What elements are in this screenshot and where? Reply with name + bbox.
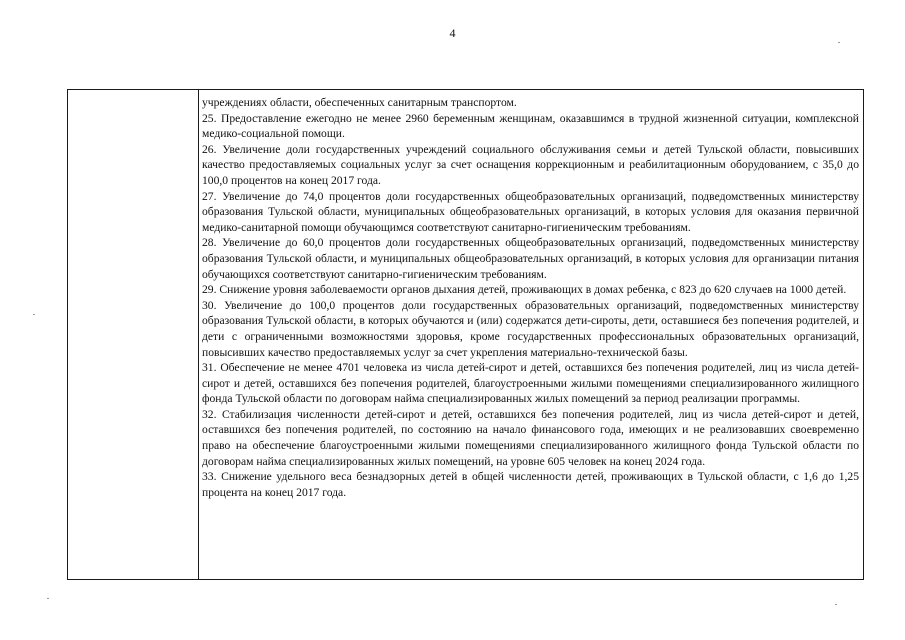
indicator-item-24-end: учреждениях области, обеспеченных санитарным транспортом. xyxy=(202,96,517,109)
indicator-item-28: 28. Увеличение до 60,0 процентов доли государственных общеобразовательных организаций, подведомственных министерству образования Тульской области, и муниципальных общеобразовательных организаций, в которых условия для организации питания обучающихся соответствуют санитарно-гигиеническим требованиям. xyxy=(202,236,859,281)
indicator-item-32: 32. Стабилизация численности детей-сирот и детей, оставшихся без попечения родителей, лиц из числа детей-сирот и детей, оставшихся без попечения родителей, по состоянию на начало финансового года, имеющих и не реализовавших своевременно право на обеспечение благоустроенными жилыми помещениями специализированного жилищного фонда Тульской области по договорам найма специализированных жилых помещений, на уровне 605 человек на конец 2024 года. xyxy=(202,407,859,468)
column-divider xyxy=(198,90,199,579)
indicators-cell xyxy=(202,95,859,579)
indicator-item-33: 33. Снижение удельного веса безнадзорных детей в общей численности детей, проживающих в Тульской области, с 1,6 до 1,25 процента на конец 2017 года. xyxy=(202,470,859,499)
page-number: 4 xyxy=(449,26,456,40)
indicator-item-26: 26. Увеличение доли государственных учреждений социального обслуживания семьи и детей Тульской области, повысивших качество предоставляемых социальных услуг за счет оснащения коррекционным и реабилитационным оборудованием, с 35,0 до 100,0 процентов на конец 2017 года. xyxy=(202,142,859,187)
indicator-item-30: 30. Увеличение до 100,0 процентов доли государственных образовательных организаций, подведомственных министерству образования Тульской области, в которых обучаются и (или) содержатся дети-сироты, дети, оставшиеся без попечения родителей, и дети с ограниченными возможностями здоровья, кроме государственных профессиональных образовательных организаций, повысивших качество предоставляемых услуг за счет укрепления материально-технической базы. xyxy=(202,298,859,359)
scan-speck xyxy=(835,604,837,605)
scan-speck xyxy=(33,314,35,315)
document-table xyxy=(67,89,864,580)
indicator-item-29: 29. Снижение уровня заболеваемости органов дыхания детей, проживающих в домах ребенка, с 823 до 620 случаев на 1000 детей. xyxy=(202,283,847,297)
indicator-item-31: 31. Обеспечение не менее 4701 человека из числа детей-сирот и детей, оставшихся без попечения родителей, лиц из числа детей-сирот и детей, оставшихся без попечения родителей, благоустроенными жилыми помещениями специализированного жилищного фонда Тульской области по договорам найма специализированных жилых помещений за период реализации программы. xyxy=(202,361,859,406)
scan-speck xyxy=(47,598,49,599)
indicator-item-27: 27. Увеличение до 74,0 процентов доли государственных общеобразовательных организаций, подведомственных министерству образования Тульской области, муниципальных общеобразовательных организаций, в которых условия для оказания первичной медико-санитарной помощи обучающимся соответствуют санитарно-гигиеническим требованиям. xyxy=(202,189,859,234)
scan-speck xyxy=(838,42,840,43)
indicator-item-25: 25. Предоставление ежегодно не менее 2960 беременным женщинам, оказавшимся в трудной жизненной ситуации, комплексной медико-социальной помощи. xyxy=(202,111,859,141)
